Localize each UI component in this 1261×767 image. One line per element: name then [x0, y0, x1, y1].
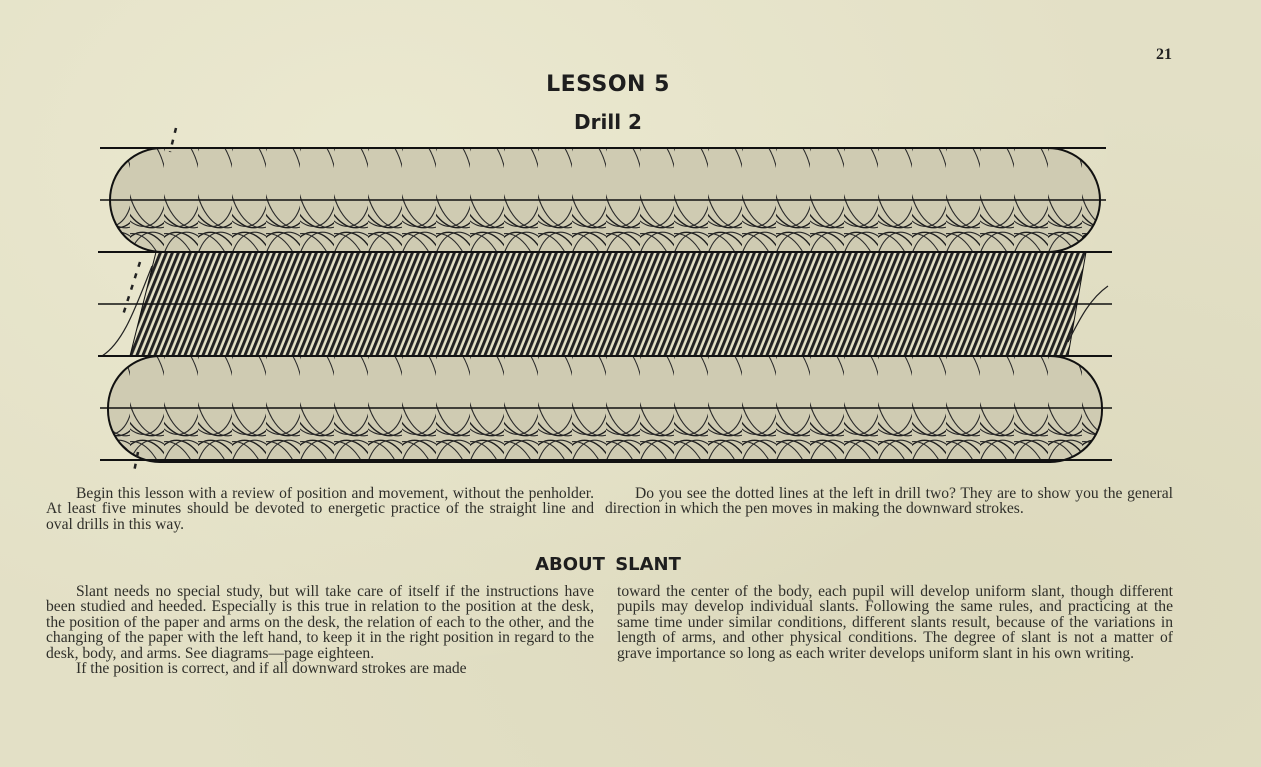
about-slant-paragraph-2: If the position is correct, and if all downward strokes are made — [76, 660, 467, 678]
intro-right-text: Do you see the dotted lines at the left in drill two? They are to show you the general direction in which the pen moves in making the downward strokes. — [605, 485, 1173, 518]
oval-and-straight-line-drill-icon — [96, 126, 1116, 476]
about-slant-column-right — [617, 584, 1173, 661]
section-heading-about-slant: ABOUT SLANT — [535, 554, 681, 575]
about-slant-paragraph-1: Slant needs no special study, but will take care of itself if the instructions have been studied and heeded. Especially is this true in relation to the position at the desk, the position of the paper and arms on the desk, the relation of each to the other, and the changing of the paper with the left hand, to keep it in the right position in regard to the desk, body, and arms. See diagrams—page eighteen. — [46, 583, 594, 662]
intro-paragraph-left — [46, 486, 594, 532]
drill-illustration — [96, 126, 1116, 476]
lesson-title: LESSON 5 — [546, 72, 670, 97]
intro-left-text: Begin this lesson with a review of position and movement, without the penholder. At least five minutes should be devoted to energetic practice of the straight line and oval drills in this way. — [46, 485, 594, 533]
page-number: 21 — [1156, 46, 1172, 63]
drill-title: Drill 2 — [574, 110, 642, 134]
about-slant-column-left — [46, 584, 594, 676]
about-slant-paragraph-2-continued: toward the center of the body, each pupil will develop uniform slant, though different pupils may develop individual slants. Following the same rules, and practicing at the same time under similar conditions, different slants result, because of the variations in length of arms, and other physical conditions. The degree of slant is not a matter of grave importance so long as each writer develops uniform slant in his own writing. — [617, 583, 1173, 662]
intro-paragraph-right — [605, 486, 1173, 517]
